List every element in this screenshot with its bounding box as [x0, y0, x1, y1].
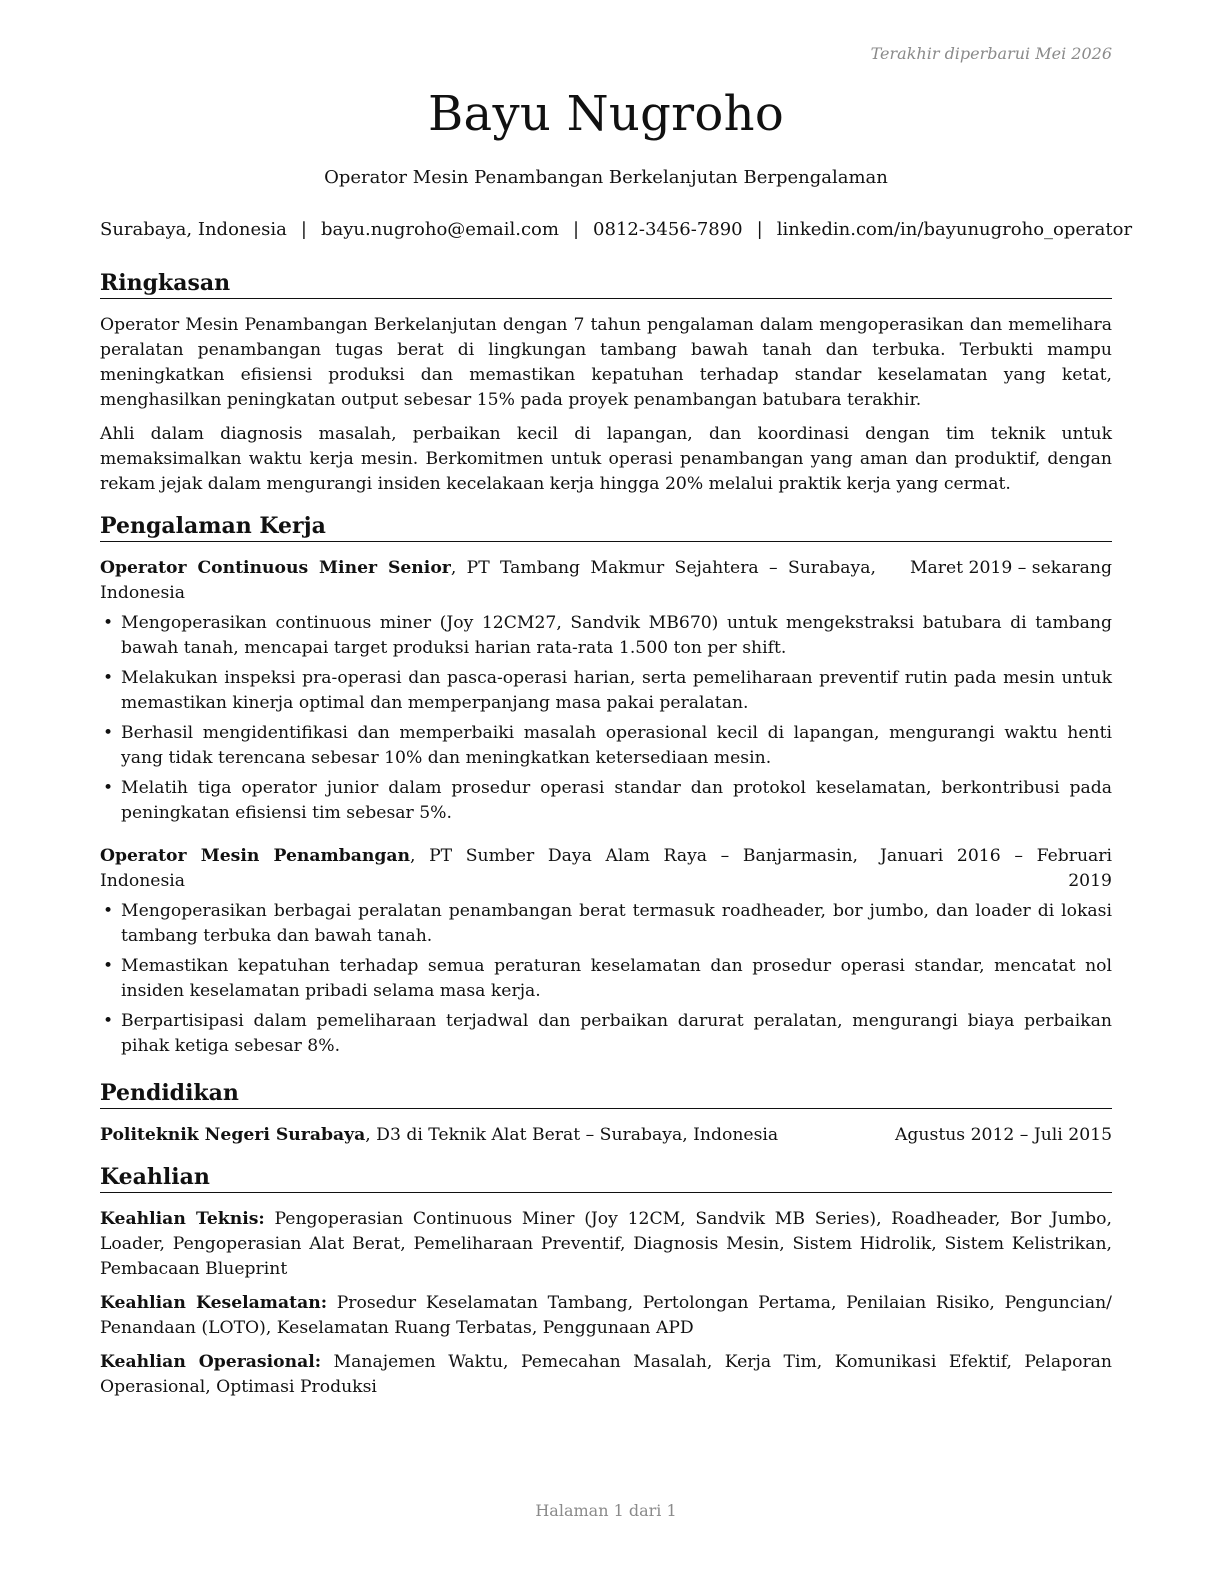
skill-text: Prosedur Keselamatan Tambang, Pertolongan Pertama, Penilaian Risiko, Penguncian/ Penandaan (LOTO), Keselamatan Ruang Terbatas, Penggunaan APD [100, 1293, 1112, 1338]
job-header [100, 844, 1112, 894]
job-role: Operator Mesin Penambangan [100, 846, 411, 866]
contact-phone: 0812-3456-7890 [593, 219, 743, 240]
job-title-line [100, 556, 876, 606]
education-section [100, 1080, 1112, 1148]
candidate-name: Bayu Nugroho [427, 86, 785, 142]
skill-group-safety [100, 1291, 1112, 1341]
job-company: , PT Tambang Makmur Sejahtera – Surabaya, Indonesia [100, 558, 876, 603]
skill-text: Pengoperasian Continuous Miner (Joy 12CM, Sandvik MB Series), Roadheader, Bor Jumbo, Loader, Pengoperasian Alat Berat, Pemeliharaan Preventif, Diagnosis Mesin, Sistem Hidrolik, Sistem Kelistrikan, Pembacaan Blueprint [100, 1209, 1112, 1279]
experience-section [100, 513, 1112, 1064]
candidate-tagline: Operator Mesin Penambangan Berkelanjutan Berpengalaman [324, 167, 888, 188]
job-header [100, 556, 1112, 606]
contact-location: Surabaya, Indonesia [100, 219, 287, 240]
education-line [100, 1123, 861, 1148]
section-title-skills: Keahlian [100, 1164, 1112, 1193]
skill-group-operational [100, 1350, 1112, 1400]
summary-paragraph: Ahli dalam diagnosis masalah, perbaikan kecil di lapangan, dan koordinasi dengan tim teknik untuk memaksimalkan waktu kerja mesin. Berkomitmen untuk operasi penambangan yang aman dan produktif, dengan rekam jejak dalam mengurangi insiden kecelakaan kerja hingga 20% melalui praktik kerja yang cermat. [100, 424, 1112, 494]
skill-label: Keahlian Keselamatan: [100, 1293, 328, 1313]
job-dates: Januari 2016 – Februari 2019 [880, 846, 1112, 891]
contact-email[interactable]: bayu.nugroho@email.com [320, 219, 559, 240]
job-bullet: • Melatih tiga operator junior dalam prosedur operasi standar dan protokol keselamatan, berkontribusi pada peningkatan efisiensi tim sebesar 5%. [100, 776, 1112, 826]
job-bullet: • Berhasil mengidentifikasi dan memperbaiki masalah operasional kecil di lapangan, mengurangi waktu henti yang tidak terencana sebesar 10% dan meningkatkan ketersediaan mesin. [100, 721, 1112, 771]
job-entry [100, 844, 1112, 1059]
job-bullet: • Mengoperasikan continuous miner (Joy 12CM27, Sandvik MB670) untuk mengekstraksi batubara di tambang bawah tanah, mencapai target produksi harian rata-rata 1.500 ton per shift. [100, 611, 1112, 661]
education-entry [100, 1123, 1112, 1148]
summary-section [100, 270, 1112, 506]
education-dates: Agustus 2012 – Juli 2015 [895, 1125, 1112, 1145]
job-bullet: • Melakukan inspeksi pra-operasi dan pasca-operasi harian, serta pemeliharaan preventif rutin pada mesin untuk memastikan kinerja optimal dan memperpanjang masa pakai peralatan. [100, 666, 1112, 716]
contact-separator: | [756, 219, 763, 240]
contact-line [100, 219, 1133, 240]
page-number: Halaman 1 dari 1 [535, 1501, 677, 1520]
last-updated-note: Terakhir diperbarui Mei 2026 [870, 44, 1112, 63]
skill-group-technical [100, 1207, 1112, 1282]
job-bullet: • Memastikan kepatuhan terhadap semua peraturan keselamatan dan prosedur operasi standar, mencatat nol insiden keselamatan pribadi selama masa kerja. [100, 954, 1112, 1004]
section-title-experience: Pengalaman Kerja [100, 513, 1112, 542]
contact-separator: | [572, 219, 580, 240]
skill-text: Manajemen Waktu, Pemecahan Masalah, Kerja Tim, Komunikasi Efektif, Pelaporan Operasional, Optimasi Produksi [100, 1352, 1112, 1397]
education-school: Politeknik Negeri Surabaya [100, 1125, 366, 1145]
job-bullet: • Berpartisipasi dalam pemeliharaan terjadwal dan perbaikan darurat peralatan, mengurangi biaya perbaikan pihak ketiga sebesar 8%. [100, 1009, 1112, 1059]
job-title-line [100, 844, 858, 894]
job-bullets [100, 899, 1112, 1059]
job-bullets [100, 611, 1112, 826]
job-company: , PT Sumber Daya Alam Raya – Banjarmasin, Indonesia [100, 846, 858, 891]
contact-separator: | [300, 219, 307, 240]
skill-label: Keahlian Operasional: [100, 1352, 322, 1372]
job-bullet: • Mengoperasikan berbagai peralatan penambangan berat termasuk roadheader, bor jumbo, dan loader di lokasi tambang terbuka dan bawah tanah. [100, 899, 1112, 949]
skill-label: Keahlian Teknis: [100, 1209, 265, 1229]
section-title-summary: Ringkasan [100, 270, 1112, 299]
education-detail: , D3 di Teknik Alat Berat – Surabaya, Indonesia [365, 1125, 779, 1145]
job-entry [100, 556, 1112, 826]
contact-linkedin[interactable]: linkedin.com/in/bayunugroho_operator [776, 219, 1133, 240]
job-role: Operator Continuous Miner Senior [100, 558, 451, 578]
skills-section [100, 1164, 1112, 1409]
summary-paragraph: Operator Mesin Penambangan Berkelanjutan dengan 7 tahun pengalaman dalam mengoperasikan dan memelihara peralatan penambangan tugas berat di lingkungan tambang bawah tanah dan terbuka. Terbukti mampu meningkatkan efisiensi produksi dan memastikan kepatuhan terhadap standar keselamatan yang ketat, menghasilkan peningkatan output sebesar 15% pada proyek penambangan batubara terakhir. [100, 315, 1112, 410]
section-title-education: Pendidikan [100, 1080, 1112, 1109]
job-dates: Maret 2019 – sekarang [909, 558, 1112, 578]
